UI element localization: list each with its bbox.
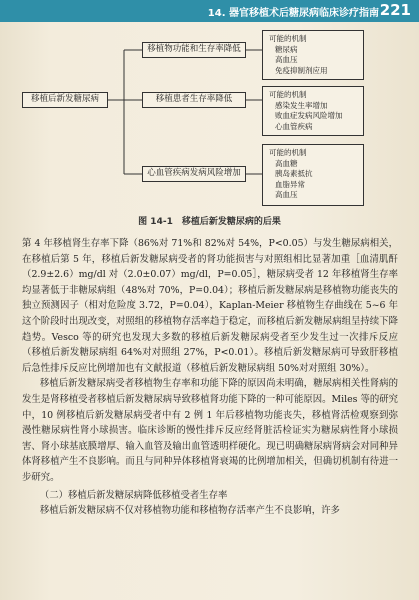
mechanism-item: 高血糖: [275, 158, 298, 168]
mechanism-title-2: 可能的机制: [269, 90, 307, 99]
mechanism-item: 败血症发病风险增加: [275, 111, 343, 120]
page-header: [0, 0, 419, 22]
mechanism-group-2: [262, 86, 364, 136]
mechanism-item: 感染发生率增加: [275, 100, 328, 110]
branch-label-3: 心血管疾病发病风险增加: [147, 168, 241, 178]
paragraph-2: 移植后新发糖尿病受者移植物生存率和功能下降的原因尚未明确，糖尿病相关性肾病的发生是肾移植受者移植后新发糖尿病导致移植肾功能下降的一种可能原因。Miles 等的研究中，10 例移植后新发糖尿病受者中有 2 例 1 年后移植物功能丧失，移植肾活检观察到弥漫性糖尿病性肾小球损害。临床诊断的慢性排斥反应经肾脏活检证实为糖尿病性肾小球损害、肾小球基底膜增厚、输入血管及输出血管透明样硬化。现已明确糖尿病肾病会对同种异体肾移植产生不良影响。而且与同种异体移植肾衰竭的比例增加相关，但确切机制有待进一步研究。: [22, 378, 398, 483]
branch-box-3: [142, 166, 246, 182]
branch-box-2: [142, 92, 246, 108]
mechanism-item: 胰岛素抵抗: [275, 169, 313, 178]
root-label: 移植后新发糖尿病: [30, 94, 99, 104]
figure-caption: 图 14-1 移植后新发糖尿病的后果: [138, 217, 281, 227]
section-title: 14. 器官移植术后糖尿病临床诊疗指南: [207, 8, 379, 19]
branch-box-1: [142, 42, 246, 58]
mechanism-group-1: [262, 30, 364, 80]
figure-diagram: [0, 28, 419, 218]
mechanism-item: 糖尿病: [275, 44, 298, 54]
paragraph-3: 移植后新发糖尿病不仅对移植物功能和移植物存活率产生不良影响，许多: [39, 505, 340, 517]
mechanism-group-3: [262, 144, 364, 206]
page-number: 221: [379, 1, 411, 19]
body-text: [22, 236, 398, 519]
subheading: （二）移植后新发糖尿病降低移植受者生存率: [39, 489, 228, 501]
mechanism-title-1: 可能的机制: [269, 34, 307, 43]
mechanism-item: 高血压: [275, 190, 298, 199]
mechanism-title-3: 可能的机制: [269, 148, 307, 157]
branch-label-1: 移植物功能和生存率降低: [147, 44, 241, 54]
mechanism-item: 高血压: [275, 55, 298, 64]
mechanism-item: 免疫抑制剂应用: [275, 65, 328, 75]
mechanism-item: 心血管疾病: [275, 121, 313, 131]
branch-label-2: 移植患者生存率降低: [155, 94, 233, 104]
mechanism-item: 血脂异常: [275, 179, 305, 189]
paragraph-1: 第 4 年移植肾生存率下降（86%对 71%和 82%对 54%，P<0.05）与发生糖尿病相关，在移植后第 5 年，移植后新发糖尿病受者的肾功能损害与对照组相比显著加重［血清肌酐（2.9±2.6）mg/dl 对（2.0±0.07）mg/dl，P=0.05］，糖尿病受者 12 年移植肾生存率均显著低于非糖尿病组（48%对 70%，P=0.04）；移植后新发糖尿病是移植物功能丧失的独立预测因子（相对危险度 3.72，P=0.04），Kaplan-Meier 移植物生存曲线在 5~6 年这个阶段时出现改变，对照组的移植物存活率趋于稳定，而移植后新发糖尿病组呈持续下降趋势。Vesco 等的研究也发现大多数的移植后新发糖尿病受者至少发生过一次排斥反应（移植后新发糖尿病组 64%对对照组 27%，P<0.01）。移植后新发糖尿病可导致肝移植后急性排斥反应比例增加也有文献报道（移植后新发糖尿病组 50%对对照组 30%）。: [22, 238, 398, 374]
root-box: [22, 92, 108, 108]
